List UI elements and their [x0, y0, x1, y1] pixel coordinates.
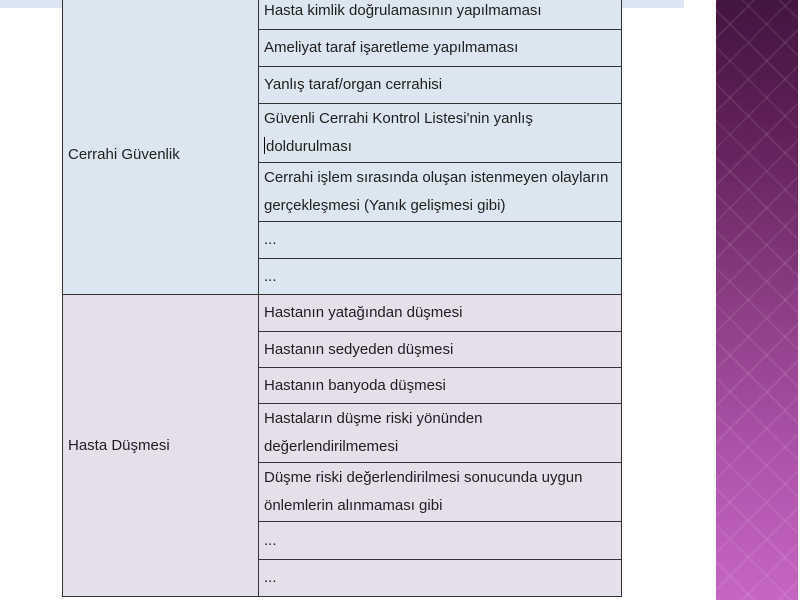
category-cell[interactable]: [63, 0, 259, 294]
item-text-line: ...: [264, 231, 277, 248]
item-text-line: ...: [264, 569, 277, 586]
item-text-line: Ameliyat taraf işaretleme yapılmaması: [264, 39, 519, 56]
item-text-line: Hastanın yatağından düşmesi: [264, 304, 463, 321]
item-cell[interactable]: [259, 163, 621, 222]
risk-table: [62, 0, 622, 597]
item-cell[interactable]: [259, 560, 621, 596]
category-label: Cerrahi Güvenlik: [68, 145, 180, 163]
item-cell[interactable]: [259, 368, 621, 404]
item-text-line: Hastanın banyoda düşmesi: [264, 376, 446, 394]
item-text-line: ...: [264, 531, 277, 549]
item-text: doldurulması: [266, 138, 352, 155]
section-cerrahi-guvenlik: [63, 0, 621, 295]
decorative-side-strip: [716, 0, 798, 600]
item-text-line: Yanlış taraf/organ cerrahisi: [264, 76, 443, 93]
item-cell[interactable]: [259, 259, 621, 294]
item-text-line: Hastaların düşme riski yönünden: [264, 410, 483, 427]
item-text-line: Düşme riski değerlendirilmesi sonucunda uygun: [264, 469, 583, 486]
text-caret: [264, 137, 265, 154]
item-cell[interactable]: [259, 67, 621, 104]
item-cell[interactable]: [259, 104, 621, 163]
item-text-line: değerlendirilmemesi: [264, 438, 399, 455]
item-text-line: ...: [264, 267, 277, 285]
item-text-line: [264, 133, 621, 161]
item-cell[interactable]: [259, 30, 621, 67]
item-cell[interactable]: [259, 0, 621, 30]
item-column: [259, 0, 621, 294]
item-text-line: Güvenli Cerrahi Kontrol Listesi'nin yanlış: [264, 110, 533, 127]
section-hasta-dusmesi: [63, 295, 621, 597]
item-text-line: Hastanın sedyeden düşmesi: [264, 340, 454, 358]
item-cell[interactable]: [259, 522, 621, 560]
item-cell[interactable]: [259, 332, 621, 368]
item-text-line: Hasta kimlik doğrulamasının yapılmaması: [264, 2, 542, 19]
item-column: [259, 295, 621, 596]
item-cell[interactable]: [259, 404, 621, 463]
category-cell[interactable]: [63, 295, 259, 596]
item-cell[interactable]: [259, 295, 621, 332]
item-text-line: gerçekleşmesi (Yanık gelişmesi gibi): [264, 197, 506, 214]
item-text-line: önlemlerin alınmaması gibi: [264, 497, 443, 514]
item-text-line: Cerrahi işlem sırasında oluşan istenmeyen olayların: [264, 169, 609, 186]
item-cell[interactable]: [259, 222, 621, 259]
item-cell[interactable]: [259, 463, 621, 522]
category-label: Hasta Düşmesi: [68, 436, 170, 454]
